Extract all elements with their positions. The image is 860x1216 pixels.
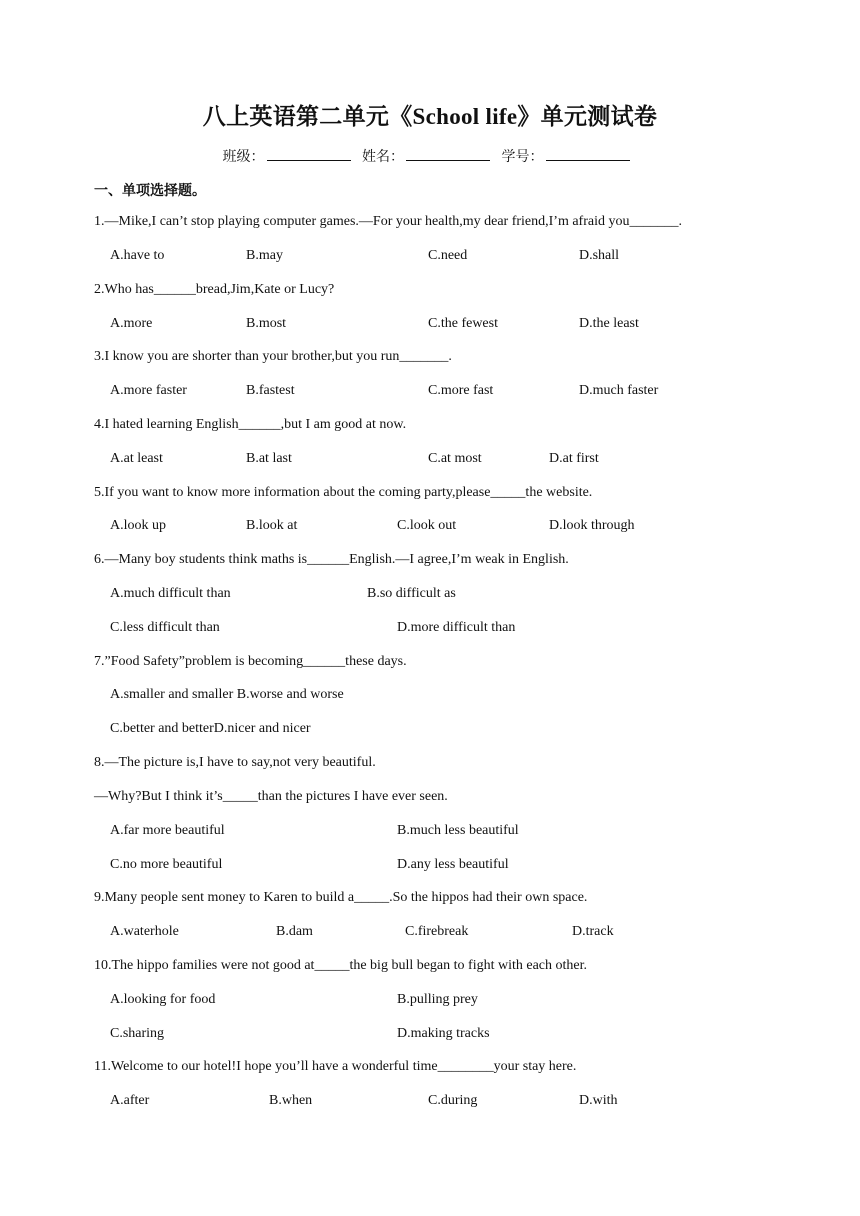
section-title: 一、单项选择题。 [94,184,206,199]
option-b: B.fastest [246,383,295,398]
option-b: B.look at [246,518,298,533]
page-title: 八上英语第二单元《School life》单元测试卷 [202,104,658,129]
question-stem: 6.—Many boy students think maths is______English.—I agree,I’m weak in English. [94,552,569,567]
option-b: B.pulling prey [397,992,478,1007]
option-c: C.look out [397,518,457,533]
option-b: B.so difficult as [367,586,456,601]
option-d: D.more difficult than [397,620,516,635]
option-b: B.most [246,316,287,331]
class-blank [267,148,351,161]
option-c: C.less difficult than [110,620,220,635]
option-d: D.any less beautiful [397,857,509,872]
option-c: C.no more beautiful [110,857,223,872]
question-stem: 9.Many people sent money to Karen to build a_____.So the hippos had their own space. [94,890,588,905]
option-c: C.need [428,248,468,263]
option-a: A.after [110,1093,150,1108]
question-stem-continued: —Why?But I think it’s_____than the pictures I have ever seen. [94,789,448,804]
class-label: 班级： [222,150,265,165]
option-a: A.have to [110,248,165,263]
question-stem: 5.If you want to know more information about the coming party,please_____the website. [94,485,593,500]
name-label: 姓名： [362,150,404,165]
option-d: D.at first [549,451,599,466]
option-b: B.may [246,248,283,263]
option-a: A.more [110,316,153,331]
option-a: A.looking for food [110,992,216,1007]
option-a: A.at least [110,451,163,466]
option-a: A.look up [110,518,166,533]
question-stem: 10.The hippo families were not good at_____the big bull began to fight with each other. [94,958,588,973]
option-d: D.track [572,924,614,939]
name-blank [406,148,490,161]
question-stem: 8.—The picture is,I have to say,not very beautiful. [94,755,376,770]
option-a: A.more faster [110,383,187,398]
option-c: C.at most [428,451,482,466]
student-id-label: 学号： [501,150,544,165]
option-c: C.sharing [110,1026,165,1041]
option-d: D.look through [549,518,635,533]
option-d: D.the least [579,316,639,331]
option-d: D.much faster [579,383,659,398]
option-d: D.with [579,1093,618,1108]
option-a: A.far more beautiful [110,823,225,838]
option-d: D.shall [579,248,620,263]
question-stem: 2.Who has______bread,Jim,Kate or Lucy? [94,282,335,297]
question-stem: 1.—Mike,I can’t stop playing computer games.—For your health,my dear friend,I’m afraid you_______. [94,214,682,229]
option-b: B.when [269,1093,313,1108]
question-stem: 4.I hated learning English______,but I am good at now. [94,417,407,432]
question-stem: 11.Welcome to our hotel!I hope you’ll have a wonderful time________your stay here. [94,1059,577,1074]
option-d: D.making tracks [397,1026,490,1041]
option-c: C.more fast [428,383,494,398]
option-a: A.waterhole [110,924,179,939]
student-id-blank [546,148,630,161]
option-a-b: A.smaller and smaller B.worse and worse [110,687,344,702]
option-c: C.firebreak [405,924,469,939]
option-c-d: C.better and betterD.nicer and nicer [110,721,311,736]
option-c: C.the fewest [428,316,498,331]
option-c: C.during [428,1093,478,1108]
student-info-line [0,146,860,166]
question-stem: 7.”Food Safety”problem is becoming______these days. [94,654,407,669]
question-stem: 3.I know you are shorter than your brother,but you run_______. [94,349,452,364]
option-b: B.dam [276,924,313,939]
option-b: B.much less beautiful [397,823,519,838]
option-b: B.at last [246,451,292,466]
option-a: A.much difficult than [110,586,231,601]
